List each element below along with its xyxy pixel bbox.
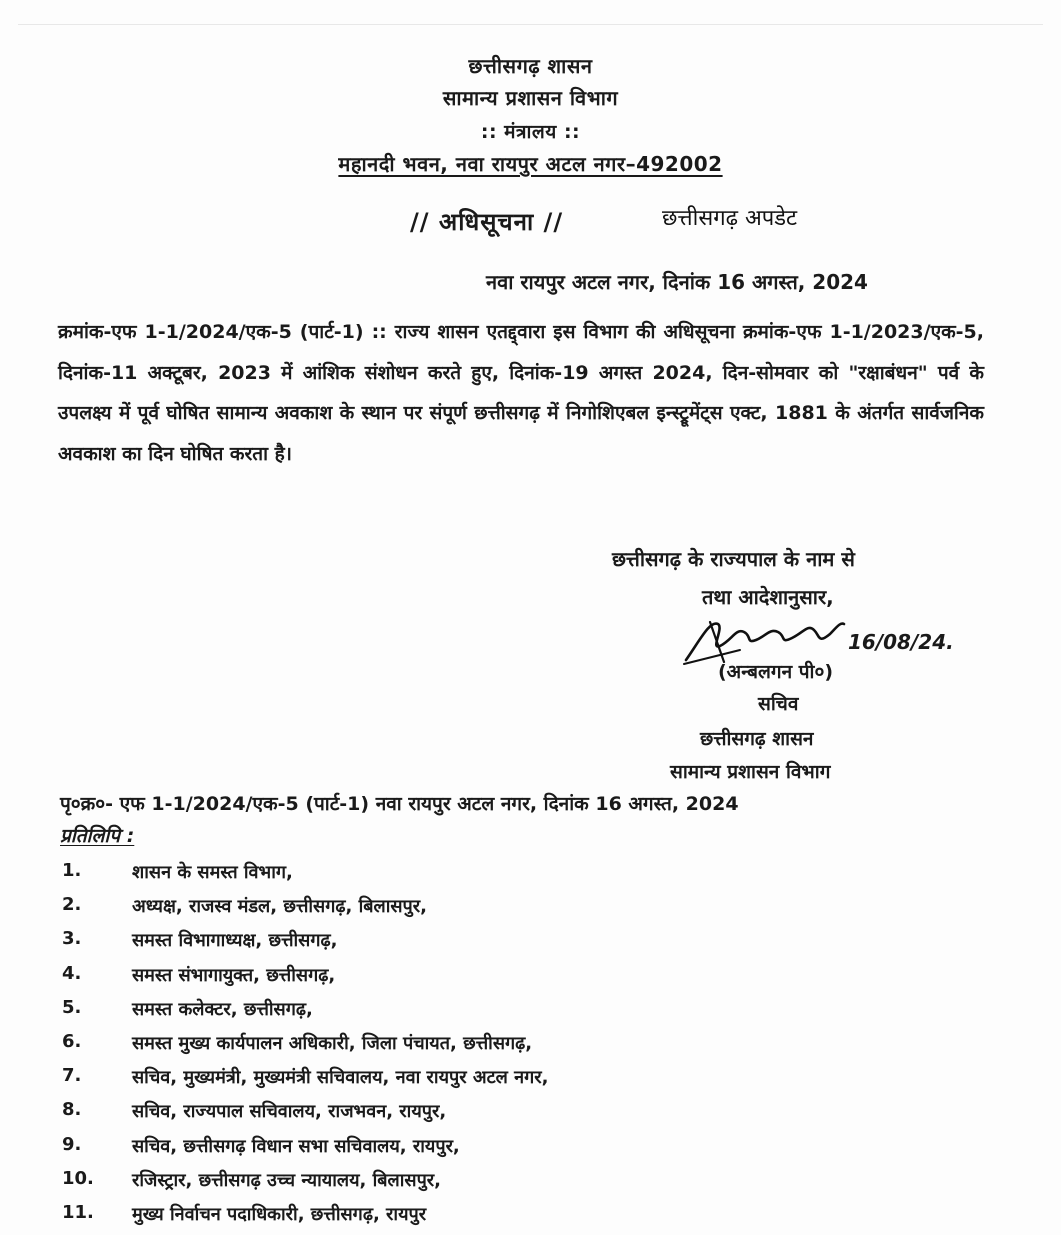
header-government: छत्तीसगढ़ शासन xyxy=(468,54,593,78)
header-address: महानदी भवन, नवा रायपुर अटल नगर–492002 xyxy=(338,152,723,176)
list-item-number: 11. xyxy=(62,1202,94,1223)
list-item-text: सचिव, छत्तीसगढ़ विधान सभा सचिवालय, रायपुर, xyxy=(132,1135,460,1157)
signatory-government: छत्तीसगढ़ शासन xyxy=(700,728,814,750)
list-item-text: समस्त विभागाध्यक्ष, छत्तीसगढ़, xyxy=(132,930,338,952)
list-item-number: 3. xyxy=(62,928,82,950)
list-item-number: 10. xyxy=(62,1167,94,1189)
list-item-number: 5. xyxy=(62,996,82,1018)
header-department: सामान्य प्रशासन विभाग xyxy=(442,86,619,110)
authority-line-1: छत्तीसगढ़ के राज्यपाल के नाम से xyxy=(612,547,855,571)
signatory-department: सामान्य प्रशासन विभाग xyxy=(670,761,831,783)
list-item-text: समस्त मुख्य कार्यपालन अधिकारी, जिला पंचायत, छत्तीसगढ़, xyxy=(132,1033,533,1054)
list-item-text: अध्यक्ष, राजस्व मंडल, छत्तीसगढ़, बिलासपुर, xyxy=(132,896,427,918)
copy-to-title: प्रतिलिपि : xyxy=(60,825,135,847)
list-item-text: सचिव, मुख्यमंत्री, मुख्यमंत्री सचिवालय, नवा रायपुर अटल नगर, xyxy=(132,1067,549,1089)
header-ministry: :: मंत्रालय :: xyxy=(480,121,581,143)
date-line: नवा रायपुर अटल नगर, दिनांक 16 अगस्त, 2024 xyxy=(486,270,868,294)
notification-paragraph: क्रमांक-एफ 1-1/2024/एक-5 (पार्ट-1) :: राज्य शासन एतद्द्वारा इस विभाग की अधिसूचना क्रमांक-एफ 1-1/2023/एक-5, दिनांक-11 अक्टूबर, 2023 में आंशिक संशोधन करते हुए, दिनांक-19 अगस्त 2024, दिन-सोमवार को "रक्षाबंधन" पर्व के उपलक्ष्य में पूर्व घोषित सामान्य अवकाश के स्थान पर संपूर्ण छत्तीसगढ़ में निगोशिएबल इन्स्ट्रूमेंट्स एक्ट, 1881 के अंतर्गत सार्वजनिक अवकाश का दिन घोषित करता है। xyxy=(58,321,984,465)
notification-title: // अधिसूचना // xyxy=(410,208,564,236)
list-item-text: समस्त कलेक्टर, छत्तीसगढ़, xyxy=(132,998,313,1020)
list-item-text: सचिव, राज्यपाल सचिवालय, राजभवन, रायपुर, xyxy=(132,1101,447,1123)
list-item-text: रजिस्ट्रार, छत्तीसगढ़ उच्च न्यायालय, बिलासपुर, xyxy=(132,1169,442,1191)
authority-line-2: तथा आदेशानुसार, xyxy=(702,585,834,609)
signatory-designation: सचिव xyxy=(758,693,799,715)
list-item-text: मुख्य निर्वाचन पदाधिकारी, छत्तीसगढ़, रायपुर xyxy=(132,1204,427,1225)
list-item-text: समस्त संभागायुक्त, छत्तीसगढ़, xyxy=(132,964,336,986)
top-border xyxy=(18,24,1043,25)
list-item-number: 6. xyxy=(62,1031,82,1052)
list-item-number: 2. xyxy=(62,894,82,916)
list-item-number: 1. xyxy=(62,860,82,881)
list-item-number: 4. xyxy=(62,962,82,984)
list-item-number: 8. xyxy=(62,1099,82,1121)
signature-date: 16/08/24. xyxy=(848,630,954,654)
list-item-text: शासन के समस्त विभाग, xyxy=(132,862,293,883)
list-item-number: 9. xyxy=(62,1133,82,1155)
reference-line: पृ०क्र०- एफ 1-1/2024/एक-5 (पार्ट-1) नवा रायपुर अटल नगर, दिनांक 16 अगस्त, 2024 xyxy=(60,793,739,815)
watermark-text: छत्तीसगढ़ अपडेट xyxy=(662,206,798,231)
list-item-number: 7. xyxy=(62,1065,82,1087)
signatory-name: (अन्बलगन पी०) xyxy=(718,661,834,683)
